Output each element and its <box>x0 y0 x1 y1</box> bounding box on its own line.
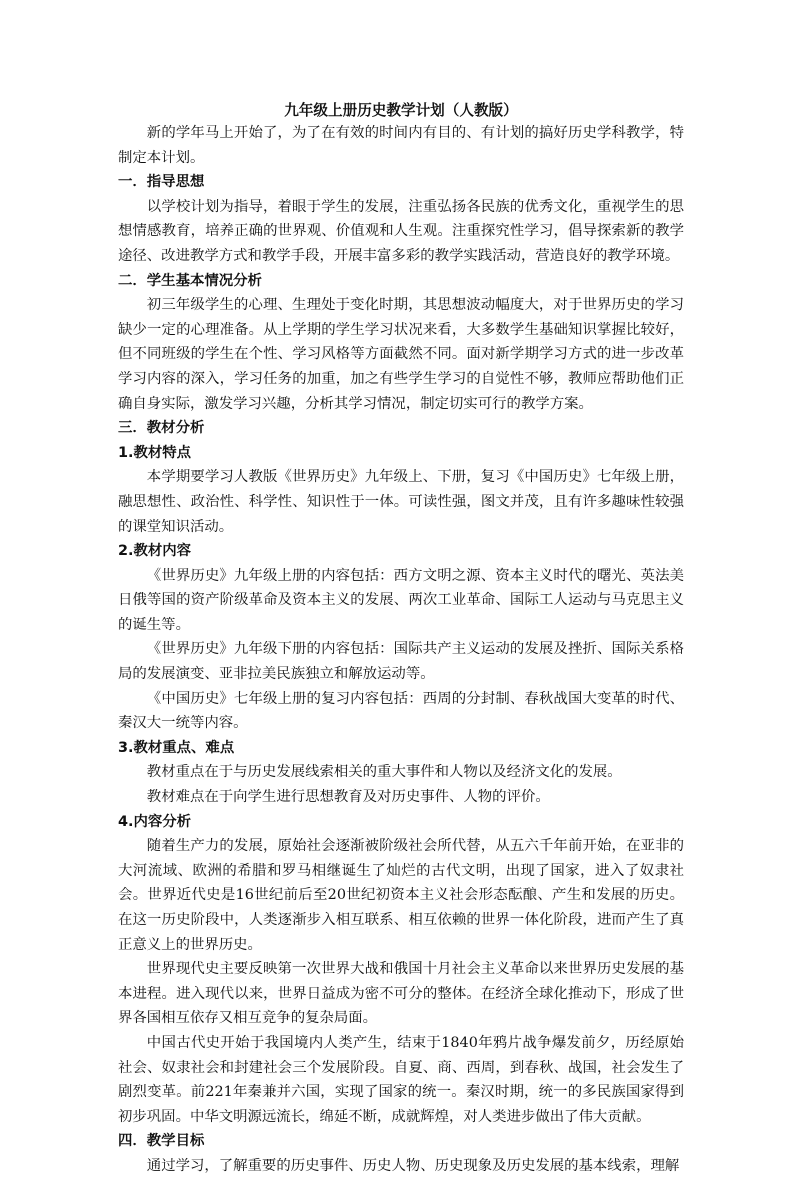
section-4-heading: 四．教学目标 <box>118 1133 205 1150</box>
subsection-4-paragraph-3: 中国古代史开始于我国境内人类产生，结束于1840年鸦片战争爆发前夕，历经原始社会、奴隶社会和封建社会三个发展阶段。自夏、商、西周，到春秋、战国，社会发生了剧烈变革。前221年秦兼并六国，实现了国家的统一。秦汉时期，统一的多民族国家得到初步巩固。中华文明源远流长，绵延不断，成就辉煌，对人类进步做出了伟大贡献。 <box>118 1034 684 1125</box>
document-page <box>118 100 684 1179</box>
subsection-1-paragraph: 本学期要学习人教版《世界历史》九年级上、下册，复习《中国历史》七年级上册，融思想性、政治性、科学性、知识性于一体。可读性强，图文并茂，且有许多趣味性较强的课堂知识活动。 <box>118 469 684 535</box>
subsection-2-paragraph-2: 《世界历史》九年级下册的内容包括：国际共产主义运动的发展及挫折、国际关系格局的发展演变、亚非拉美民族独立和解放运动等。 <box>118 641 684 683</box>
section-1-heading: 一．指导思想 <box>118 174 205 191</box>
section-3-heading: 三．教材分析 <box>118 420 205 437</box>
subsection-4-paragraph-1: 随着生产力的发展，原始社会逐渐被阶级社会所代替，从五六千年前开始，在亚非的大河流域、欧洲的希腊和罗马相继诞生了灿烂的古代文明，出现了国家，进入了奴隶社会。世界近代史是16世纪前后至20世纪初资本主义社会形态酝酿、产生和发展的历史。在这一历史阶段中，人类逐渐步入相互联系、相互依赖的世界一体化阶段，进而产生了真正意义上的世界历史。 <box>118 838 684 953</box>
subsection-3-paragraph-2: 教材难点在于向学生进行思想教育及对历史事件、人物的评价。 <box>146 789 550 806</box>
subsection-2-paragraph-1: 《世界历史》九年级上册的内容包括：西方文明之源、资本主义时代的曙光、英法美日俄等国的资产阶级革命及资本主义的发展、两次工业革命、国际工人运动与马克思主义的诞生等。 <box>118 567 684 633</box>
section-2-paragraph: 初三年级学生的心理、生理处于变化时期，其思想波动幅度大，对于世界历史的学习缺少一定的心理准备。从上学期的学生学习状况来看，大多数学生基础知识掌握比较好，但不同班级的学生在个性、学习风格等方面截然不同。面对新学期学习方式的进一步改革学习内容的深入，学习任务的加重，加之有些学生学习的自觉性不够，教师应帮助他们正确自身实际，激发学习兴趣，分析其学习情况，制定切实可行的教学方案。 <box>118 297 684 412</box>
section-2-heading: 二．学生基本情况分析 <box>118 272 262 289</box>
subsection-3-paragraph-1: 教材重点在于与历史发展线索相关的重大事件和人物以及经济文化的发展。 <box>146 764 622 781</box>
subsection-2-heading: 2.教材内容 <box>118 543 192 560</box>
section-1-paragraph: 以学校计划为指导，着眼于学生的发展，注重弘扬各民族的优秀文化，重视学生的思想情感教育，培养正确的世界观、价值观和人生观。注重探究性学习，倡导探索新的教学途径、改进教学方式和教学手段，开展丰富多彩的教学实践活动，营造良好的教学环境。 <box>118 198 684 264</box>
subsection-1-heading: 1.教材特点 <box>118 444 192 461</box>
intro-paragraph: 新的学年马上开始了，为了在有效的时间内有目的、有计划的搞好历史学科教学，特制定本计划。 <box>118 125 684 166</box>
document-title: 九年级上册历史教学计划（人教版） <box>284 102 518 119</box>
subsection-2-paragraph-3: 《中国历史》七年级上册的复习内容包括：西周的分封制、春秋战国大变革的时代、秦汉大一统等内容。 <box>118 690 684 732</box>
section-4-paragraph: 通过学习，了解重要的历史事件、历史人物、历史现象及历史发展的基本线索，理解 <box>146 1157 680 1174</box>
subsection-4-paragraph-2: 世界现代史主要反映第一次世界大战和俄国十月社会主义革命以来世界历史发展的基本进程。进入现代以来，世界日益成为密不可分的整体。在经济全球化推动下，形成了世界各国相互依存又相互竞争的复杂局面。 <box>118 961 684 1027</box>
subsection-3-heading: 3.教材重点、难点 <box>118 739 235 756</box>
subsection-4-heading: 4.内容分析 <box>118 813 192 830</box>
